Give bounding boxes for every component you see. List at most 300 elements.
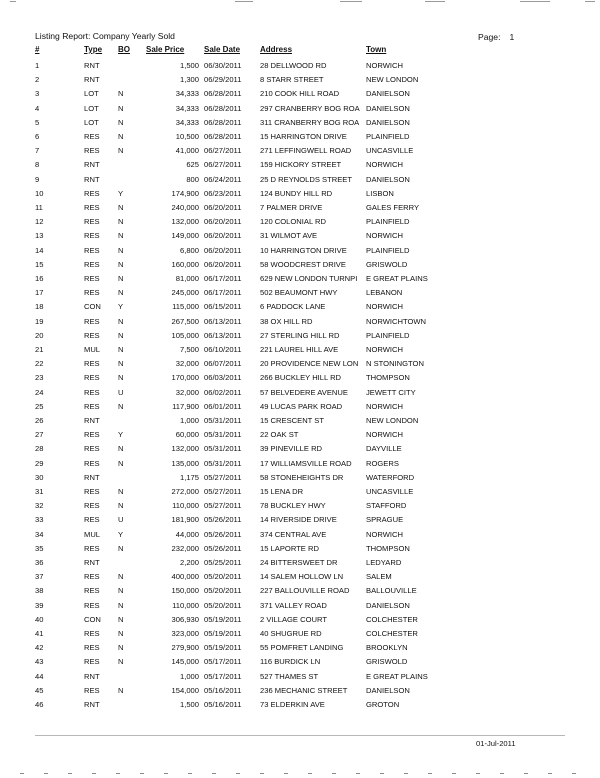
row-address: 116 BURDICK LN [260,657,321,667]
row-sale-date: 05/19/2011 [204,614,242,624]
row-num: 26 [35,416,44,425]
row-sale-date: 06/15/2011 [204,302,242,312]
table-row [0,570,600,583]
row-address: 24 BITTERSWEET DR [260,558,338,567]
row-sale-date: 05/31/2011 [204,444,242,454]
table-row [0,258,600,271]
table-header [0,43,600,56]
row-town: BROOKLYN [366,643,408,653]
row-town: BALLOUVILLE [366,586,417,596]
row-sale-price: 240,000 [171,203,199,212]
table-row [0,499,600,512]
row-type: CON [84,614,101,624]
row-type: RES [84,231,100,241]
row-num: 45 [35,685,44,695]
row-num: 35 [35,543,44,553]
row-sale-price: 279,900 [171,643,199,653]
row-num: 39 [35,600,44,610]
row-sale-price: 132,000 [171,217,199,227]
row-type: RNT [84,416,100,425]
row-sale-price: 34,333 [175,117,199,127]
row-sale-price: 154,000 [171,685,199,695]
row-num: 4 [35,103,40,113]
row-address: 38 OX HILL RD [260,316,313,326]
row-town: NORWICH [366,61,403,70]
row-address: 73 ELDERKIN AVE [260,700,325,709]
row-type: RES [84,387,100,397]
table-row [0,357,600,370]
row-town: SALEM [366,572,392,582]
row-sale-date: 06/29/2011 [204,75,242,85]
row-town: LISBON [366,188,394,198]
row-bo: N [118,643,124,653]
table-row [0,627,600,640]
table-row [0,343,600,356]
row-type: RES [84,316,100,326]
row-sale-price: 800 [186,174,199,184]
row-bo: N [118,401,124,411]
row-town: DANIELSON [366,117,410,127]
table-row [0,513,600,526]
row-town: GRISWOLD [366,657,408,667]
row-num: 42 [35,643,44,653]
row-num: 5 [35,117,40,127]
row-address: 2 VILLAGE COURT [260,614,327,624]
row-type: CON [84,302,101,312]
row-type: RES [84,188,100,198]
row-address: 14 SALEM HOLLOW LN [260,572,344,582]
row-bo: N [118,600,124,610]
table-row [0,371,600,384]
row-bo: N [118,629,124,638]
row-type: RES [84,487,100,496]
row-town: NORWICHTOWN [366,316,427,326]
row-sale-price: 110,000 [172,600,199,610]
row-bo: N [118,146,124,156]
row-town: NORWICH [366,430,403,440]
row-sale-price: 135,000 [171,458,199,468]
table-row [0,655,600,668]
row-sale-price: 41,000 [175,146,199,156]
row-town: GALES FERRY [366,203,420,212]
row-bo: N [118,487,124,496]
row-sale-date: 06/02/2011 [204,387,242,397]
table-row [0,584,600,597]
row-num: 1 [35,61,40,70]
row-sale-date: 05/27/2011 [204,472,242,482]
row-sale-date: 05/31/2011 [204,458,242,468]
row-sale-price: 115,000 [172,302,199,312]
table-row [0,59,600,72]
row-town: ROGERS [366,458,399,468]
table-row [0,173,600,186]
row-address: 311 CRANBERRY BOG ROA [260,117,360,127]
row-town: NORWICH [366,401,403,411]
table-row [0,471,600,484]
row-type: RNT [84,75,100,85]
row-town: DANIELSON [366,89,410,99]
row-type: RES [84,203,100,212]
row-town: NORWICH [366,529,403,539]
row-type: RES [84,146,100,156]
row-num: 34 [35,529,44,539]
row-bo: N [118,373,124,383]
page-label: Page: [478,32,501,42]
row-address: 159 HICKORY STREET [260,160,342,170]
row-sale-date: 06/27/2011 [204,146,242,156]
row-bo: N [118,231,124,241]
row-sale-date: 06/20/2011 [204,203,242,212]
row-bo: N [118,203,124,212]
row-num: 13 [35,231,44,241]
row-sale-date: 06/01/2011 [204,401,242,411]
row-num: 15 [35,259,44,269]
row-num: 44 [35,671,44,681]
row-num: 31 [35,487,44,496]
row-sale-date: 05/19/2011 [204,629,242,638]
row-town: DANIELSON [366,685,410,695]
row-bo: Y [118,430,124,440]
row-sale-price: 267,500 [171,316,199,326]
row-town: PLAINFIELD [366,330,410,340]
row-type: RES [84,600,100,610]
row-num: 8 [35,160,40,170]
row-num: 40 [35,614,44,624]
row-type: RNT [84,671,100,681]
row-sale-date: 05/27/2011 [204,501,242,511]
row-type: RNT [84,61,100,70]
row-type: RES [84,685,100,695]
row-address: 6 PADDOCK LANE [260,302,326,312]
row-address: 28 DELLWOOD RD [260,61,327,70]
row-sale-date: 05/17/2011 [204,657,242,667]
row-type: RNT [84,700,100,709]
row-num: 43 [35,657,44,667]
row-num: 21 [35,345,44,354]
row-num: 17 [35,288,44,298]
column-header-type: Type [84,45,103,54]
row-address: 15 HARRINGTON DRIVE [260,132,347,141]
row-address: 124 BUNDY HILL RD [260,188,333,198]
table-row [0,272,600,285]
row-address: 10 HARRINGTON DRIVE [260,245,347,255]
row-sale-price: 10,500 [175,132,199,141]
row-sale-price: 149,000 [171,231,199,241]
row-bo: Y [118,188,124,198]
row-sale-date: 06/28/2011 [204,117,242,127]
table-row [0,528,600,541]
row-sale-date: 05/26/2011 [204,543,242,553]
row-sale-price: 110,000 [172,501,199,511]
table-row [0,670,600,683]
row-bo: N [118,458,124,468]
row-address: 7 PALMER DRIVE [260,203,323,212]
row-sale-date: 05/20/2011 [204,600,242,610]
row-num: 46 [35,700,44,709]
row-type: RES [84,515,100,525]
row-sale-price: 174,900 [171,188,199,198]
row-address: 39 PINEVILLE RD [260,444,323,454]
table-row [0,229,600,242]
row-sale-price: 34,333 [175,103,199,113]
row-num: 41 [35,629,44,638]
row-town: NORWICH [366,231,403,241]
row-bo: N [118,614,124,624]
row-address: 527 THAMES ST [260,671,319,681]
row-town: NEW LONDON [366,75,419,85]
table-row [0,315,600,328]
footer-divider [35,735,565,736]
row-address: 221 LAUREL HILL AVE [260,345,339,354]
row-bo: N [118,245,124,255]
row-bo: U [118,387,124,397]
row-address: 271 LEFFINGWELL ROAD [260,146,352,156]
row-num: 19 [35,316,44,326]
row-num: 7 [35,146,40,156]
row-sale-date: 05/19/2011 [204,643,242,653]
page-number: 1 [509,32,515,42]
table-row [0,244,600,257]
row-sale-date: 05/20/2011 [204,572,242,582]
row-town: THOMPSON [366,373,410,383]
row-town: GROTON [366,700,400,709]
table-row [0,73,600,86]
row-sale-date: 06/23/2011 [204,188,242,198]
row-type: RES [84,458,100,468]
row-type: RNT [84,174,100,184]
row-type: RES [84,430,100,440]
row-sale-price: 2,200 [179,558,199,567]
row-sale-price: 306,930 [171,614,199,624]
row-num: 30 [35,472,44,482]
row-bo: N [118,330,124,340]
table-row [0,542,600,555]
column-header-town: Town [366,45,387,54]
row-type: RES [84,330,100,340]
row-sale-date: 05/26/2011 [204,529,242,539]
table-row [0,485,600,498]
row-num: 22 [35,359,44,369]
row-type: RES [84,288,100,298]
row-num: 12 [35,217,44,227]
row-num: 14 [35,245,44,255]
row-type: RES [84,373,100,383]
column-header-num: # [35,45,40,54]
row-town: E GREAT PLAINS [366,274,428,283]
column-header-sale-price: Sale Price [146,45,185,54]
row-bo: N [118,103,124,113]
row-type: RES [84,245,100,255]
row-type: RES [84,629,100,638]
row-bo: N [118,345,124,354]
row-address: 17 WILLIAMSVILLE ROAD [260,458,352,468]
row-type: RES [84,501,100,511]
row-num: 24 [35,387,44,397]
row-town: E GREAT PLAINS [366,671,428,681]
row-sale-date: 06/24/2011 [204,174,242,184]
row-address: 371 VALLEY ROAD [260,600,327,610]
row-num: 38 [35,586,44,596]
row-sale-price: 150,000 [171,586,199,596]
table-row [0,442,600,455]
row-sale-date: 05/20/2011 [204,586,242,596]
table-row [0,400,600,413]
row-sale-price: 117,900 [172,401,199,411]
row-bo: N [118,501,124,511]
row-sale-date: 05/17/2011 [204,671,242,681]
row-town: THOMPSON [366,543,410,553]
row-bo: N [118,359,124,369]
row-town: DANIELSON [366,174,410,184]
row-sale-price: 181,900 [171,515,199,525]
row-sale-price: 170,000 [171,373,199,383]
table-row [0,386,600,399]
row-bo: N [118,572,124,582]
row-sale-date: 06/13/2011 [204,330,242,340]
row-address: 629 NEW LONDON TURNPI [260,274,358,283]
row-type: RES [84,274,100,283]
row-sale-date: 06/20/2011 [204,231,242,241]
row-sale-date: 05/27/2011 [204,487,242,496]
row-num: 18 [35,302,44,312]
row-type: MUL [84,345,101,354]
row-sale-price: 32,000 [175,387,199,397]
row-bo: N [118,132,124,141]
row-bo: N [118,543,124,553]
table-row [0,684,600,697]
report-title: Listing Report: Company Yearly Sold [35,31,175,41]
row-type: MUL [84,529,101,539]
row-num: 25 [35,401,44,411]
table-row [0,556,600,569]
table-row [0,300,600,313]
row-town: PLAINFIELD [366,217,410,227]
table-row [0,144,600,157]
row-bo: N [118,444,124,454]
row-town: DANIELSON [366,600,410,610]
row-num: 23 [35,373,44,383]
row-type: LOT [84,89,99,99]
row-num: 11 [35,203,43,212]
row-sale-date: 06/17/2011 [204,274,242,283]
row-bo: N [118,217,124,227]
table-row [0,130,600,143]
row-address: 120 COLONIAL RD [260,217,326,227]
row-town: COLCHESTER [366,629,418,638]
column-header-bo: BO [118,45,130,54]
row-type: RES [84,586,100,596]
row-type: RNT [84,558,100,567]
row-type: LOT [84,103,99,113]
table-row [0,457,600,470]
row-address: 15 CRESCENT ST [260,416,325,425]
row-sale-price: 105,000 [171,330,199,340]
row-sale-date: 06/20/2011 [204,245,242,255]
row-num: 16 [35,274,44,283]
row-address: 236 MECHANIC STREET [260,685,348,695]
row-bo: N [118,259,124,269]
row-town: WATERFORD [366,472,415,482]
table-row [0,286,600,299]
row-town: NORWICH [366,302,403,312]
row-num: 29 [35,458,44,468]
row-sale-price: 400,000 [171,572,199,582]
row-type: RES [84,259,100,269]
row-address: 78 BUCKLEY HWY [260,501,326,511]
row-sale-date: 05/31/2011 [204,416,242,425]
row-address: 31 WILMOT AVE [260,231,318,241]
table-row [0,187,600,200]
row-address: 49 LUCAS PARK ROAD [260,401,343,411]
row-sale-price: 1,000 [179,416,199,425]
table-row [0,641,600,654]
row-type: RES [84,543,100,553]
row-town: JEWETT CITY [366,387,416,397]
row-sale-price: 132,000 [171,444,199,454]
row-sale-price: 60,000 [175,430,199,440]
row-sale-price: 81,000 [175,274,199,283]
row-town: NEW LONDON [366,416,419,425]
row-sale-price: 32,000 [175,359,199,369]
table-row [0,613,600,626]
row-sale-date: 05/31/2011 [204,430,242,440]
row-bo: N [118,657,124,667]
row-town: GRISWOLD [366,259,408,269]
row-num: 20 [35,330,44,340]
row-town: LEDYARD [366,558,402,567]
table-row [0,201,600,214]
row-bo: N [118,316,124,326]
row-sale-date: 06/28/2011 [204,103,242,113]
row-sale-date: 05/16/2011 [204,685,242,695]
row-address: 210 COOK HILL ROAD [260,89,340,99]
row-town: DANIELSON [366,103,410,113]
row-bo: N [118,288,124,298]
row-bo: N [118,586,124,596]
row-sale-date: 06/30/2011 [204,61,242,70]
row-address: 502 BEAUMONT HWY [260,288,338,298]
row-sale-date: 06/27/2011 [204,160,242,170]
row-town: LEBANON [366,288,403,298]
row-address: 25 D REYNOLDS STREET [260,174,352,184]
row-num: 33 [35,515,44,525]
row-town: UNCASVILLE [366,146,414,156]
row-sale-price: 1,300 [179,75,199,85]
row-sale-price: 1,000 [179,671,199,681]
column-header-address: Address [260,45,293,54]
row-town: SPRAGUE [366,515,404,525]
row-town: DAYVILLE [366,444,402,454]
row-sale-date: 06/20/2011 [204,217,242,227]
row-bo: N [118,685,124,695]
row-bo: N [118,117,124,127]
row-sale-date: 06/28/2011 [204,132,242,141]
row-sale-price: 245,000 [171,288,199,298]
row-address: 374 CENTRAL AVE [260,529,327,539]
row-type: RES [84,132,100,141]
row-num: 2 [35,75,40,85]
row-sale-price: 6,800 [179,245,199,255]
table-row [0,428,600,441]
row-town: UNCASVILLE [366,487,414,496]
row-address: 266 BUCKLEY HILL RD [260,373,342,383]
row-sale-date: 05/16/2011 [204,700,242,709]
row-address: 14 RIVERSIDE DRIVE [260,515,337,525]
row-sale-price: 145,000 [171,657,199,667]
row-num: 3 [35,89,40,99]
row-address: 58 STONEHEIGHTS DR [260,472,344,482]
row-type: RES [84,643,100,653]
